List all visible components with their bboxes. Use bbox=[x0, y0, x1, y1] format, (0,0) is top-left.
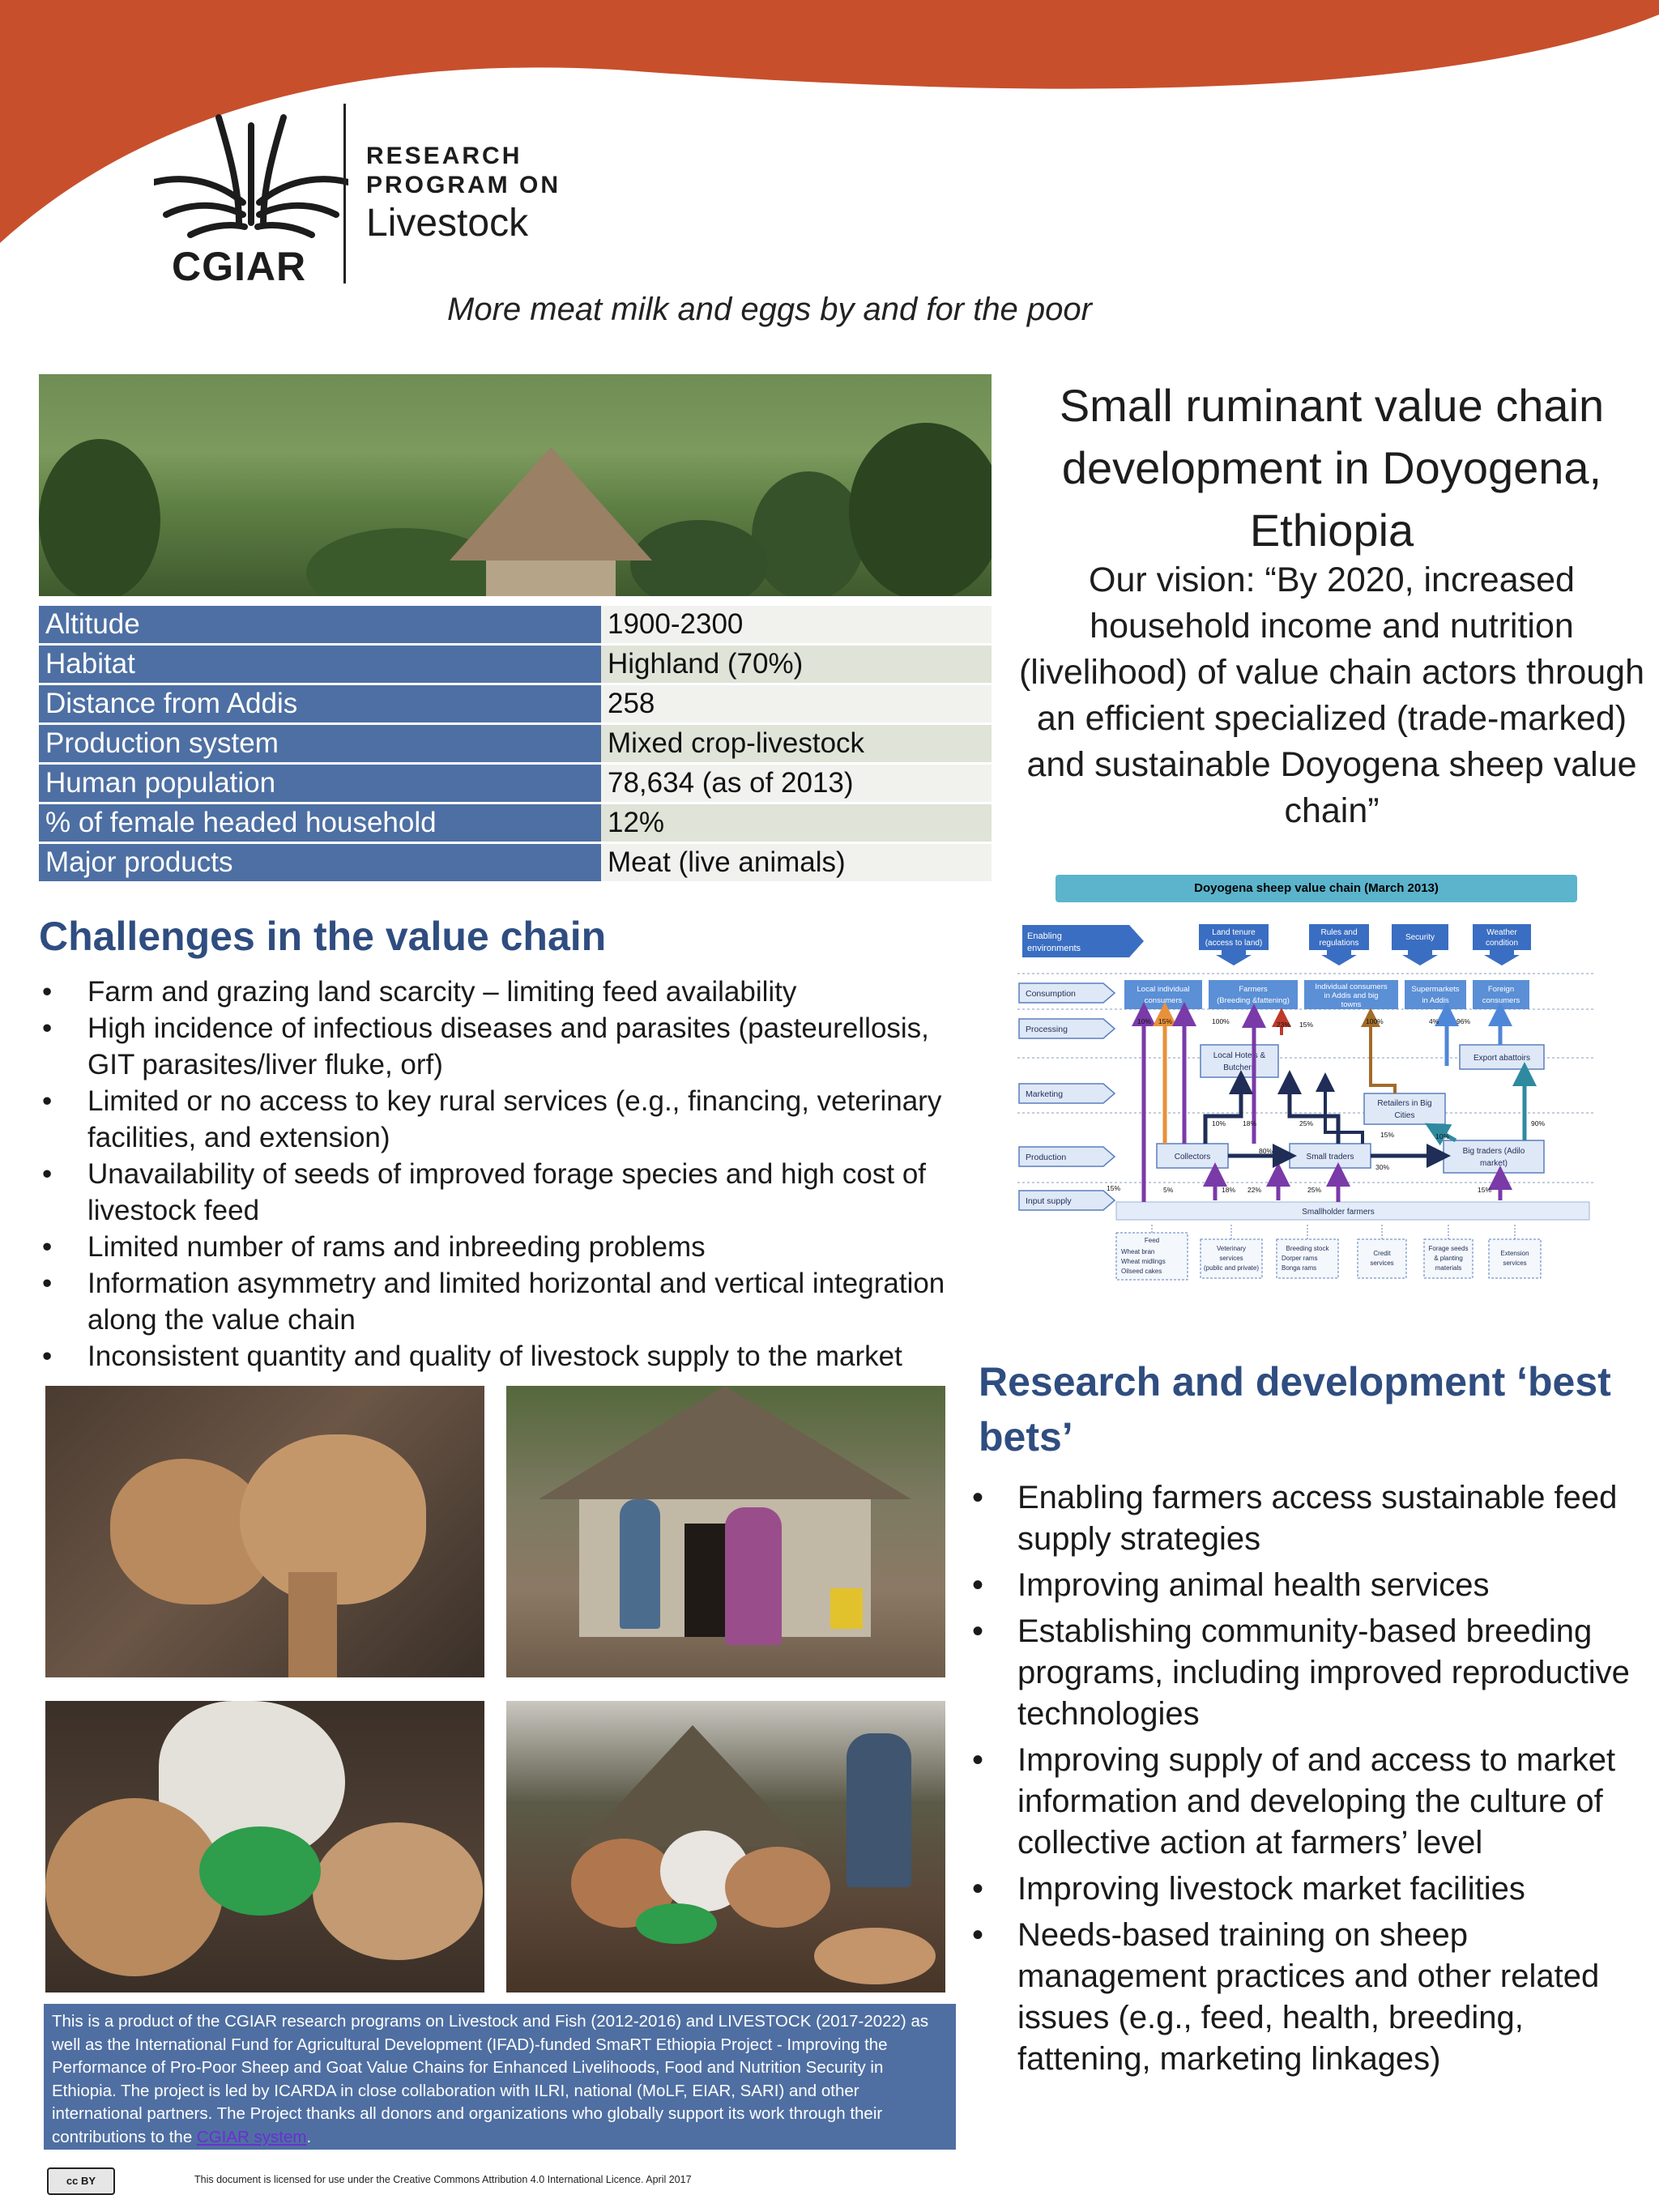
big-traders-2: market) bbox=[1480, 1159, 1508, 1168]
pct: 10% bbox=[1212, 1119, 1226, 1127]
feed-item: Wheat bran bbox=[1121, 1248, 1155, 1255]
best-bets-heading: Research and development ‘best bets’ bbox=[979, 1359, 1611, 1460]
acknowledgement-box bbox=[44, 2004, 956, 2150]
consumer-local-2: consumers bbox=[1144, 996, 1183, 1005]
table-row: Distance from Addis 258 bbox=[39, 685, 992, 722]
collectors: Collectors bbox=[1174, 1153, 1211, 1161]
breeding-title: Breeding stock bbox=[1286, 1245, 1329, 1252]
row-marketing: Marketing bbox=[1026, 1089, 1064, 1099]
enabling-weather-2: condition bbox=[1485, 939, 1519, 948]
pct: 15% bbox=[1380, 1131, 1395, 1139]
list-item: • Establishing community-based breeding programs, including improved reproductive technologies bbox=[970, 1611, 1635, 1735]
retailers-2: Cities bbox=[1394, 1111, 1415, 1120]
feed-item: Oilseed cakes bbox=[1121, 1268, 1162, 1275]
challenges-list bbox=[39, 974, 979, 1375]
forage-1: Forage seeds bbox=[1428, 1245, 1469, 1252]
list-item: • Inconsistent quantity and quality of livestock supply to the market bbox=[39, 1338, 979, 1375]
table-row: Major products Meat (live animals) bbox=[39, 844, 992, 881]
list-item: • Information asymmetry and limited horizontal and vertical integration along the value chain bbox=[39, 1265, 979, 1338]
row-input-supply: Input supply bbox=[1026, 1196, 1072, 1206]
table-row: Habitat Highland (70%) bbox=[39, 646, 992, 683]
table-row: Production system Mixed crop-livestock bbox=[39, 725, 992, 762]
breeding-item: Bonga rams bbox=[1282, 1264, 1317, 1272]
enabling-security: Security bbox=[1405, 933, 1435, 942]
pct: 18% bbox=[1222, 1186, 1236, 1194]
pct: 25% bbox=[1299, 1119, 1314, 1127]
enabling-label-2: environments bbox=[1027, 944, 1081, 953]
list-item: • Improving livestock market facilities bbox=[970, 1869, 1635, 1910]
enabling-weather-1: Weather bbox=[1486, 928, 1517, 937]
table-row: Human population 78,634 (as of 2013) bbox=[39, 765, 992, 802]
best-bets-list bbox=[970, 1477, 1635, 2085]
enabling-rules-1: Rules and bbox=[1320, 928, 1358, 937]
consumer-farmers-1: Farmers bbox=[1239, 985, 1268, 994]
table-row: % of female headed household 12% bbox=[39, 804, 992, 842]
retailers-1: Retailers in Big bbox=[1377, 1099, 1432, 1108]
enabling-label-1: Enabling bbox=[1027, 931, 1062, 941]
extension-2: services bbox=[1503, 1259, 1527, 1267]
diagram-title: Doyogena sheep value chain (March 2013) bbox=[1056, 875, 1577, 902]
pct: 18% bbox=[1243, 1119, 1257, 1127]
pct: 96% bbox=[1456, 1017, 1471, 1025]
list-item: • Improving animal health services bbox=[970, 1565, 1635, 1606]
cc-license-icon[interactable]: cc BY bbox=[47, 2167, 115, 2195]
family-hut-photo bbox=[506, 1386, 945, 1677]
row-processing: Processing bbox=[1026, 1025, 1068, 1034]
pct: 25% bbox=[1307, 1186, 1322, 1194]
vet-3: (public and private) bbox=[1203, 1264, 1260, 1272]
acknowledgement-text: This is a product of the CGIAR research programs on Livestock and Fish (2012-2016) and LIVESTOCK (2017-2022) as well as the International Fund for Agricultural Development (IFAD)-funded SmaRT Ethiopia Project - Improving the Performance of Pro-Poor Sheep and Goat Value Chains for Enhanced Livelihoods, Food and Nutrition Security in Ethiopia. The project is led by ICARDA in close collaboration with ILRI, national (MoLF, EIAR, SARI) and other international partners. The Project thanks all donors and organizations who globally support its work through their contributions to the bbox=[52, 2012, 929, 2146]
credit-1: Credit bbox=[1373, 1250, 1391, 1257]
extension-1: Extension bbox=[1500, 1250, 1529, 1257]
pct: 5% bbox=[1163, 1186, 1174, 1194]
consumer-addis-3: towns bbox=[1341, 1000, 1362, 1009]
pct: 100% bbox=[1366, 1017, 1384, 1025]
pct: 80% bbox=[1259, 1147, 1273, 1155]
feed-title: Feed bbox=[1144, 1237, 1160, 1244]
consumer-foreign-1: Foreign bbox=[1487, 985, 1515, 994]
poster-title: Small ruminant value chain development in Doyogena, Ethiopia bbox=[1059, 380, 1605, 556]
list-item: • Limited or no access to key rural services (e.g., financing, veterinary facilities, and extension) bbox=[39, 1083, 979, 1156]
small-traders: Small traders bbox=[1306, 1153, 1354, 1161]
tagline: More meat milk and eggs by and for the poor bbox=[447, 292, 1092, 327]
pct: 30% bbox=[1375, 1163, 1390, 1171]
pct: 15% bbox=[1107, 1184, 1121, 1192]
feed-item: Wheat midlings bbox=[1121, 1258, 1166, 1265]
row-consumption: Consumption bbox=[1026, 989, 1076, 999]
enabling-land-1: Land tenure bbox=[1212, 928, 1256, 937]
consumer-farmers-2: (Breeding &fattening) bbox=[1217, 996, 1290, 1005]
list-item: • Farm and grazing land scarcity – limiting feed availability bbox=[39, 974, 979, 1010]
acknowledgement-end: . bbox=[306, 2127, 312, 2146]
consumer-supermarkets-2: in Addis bbox=[1422, 996, 1449, 1005]
pct: 90% bbox=[1531, 1119, 1546, 1127]
enabling-rules-2: regulations bbox=[1319, 939, 1359, 948]
forage-3: materials bbox=[1435, 1264, 1462, 1272]
cgiar-wordmark: CGIAR bbox=[172, 244, 307, 289]
vet-2: services bbox=[1219, 1255, 1243, 1262]
consumer-local-1: Local individual bbox=[1137, 985, 1190, 994]
pct: 15% bbox=[1478, 1186, 1492, 1194]
list-item: • Unavailability of seeds of improved forage species and high cost of livestock feed bbox=[39, 1156, 979, 1229]
breeding-item: Dorper rams bbox=[1282, 1255, 1318, 1262]
consumer-addis-2: in Addis and big bbox=[1324, 991, 1379, 1000]
list-item: • Improving supply of and access to market information and developing the culture of collective action at farmers’ level bbox=[970, 1740, 1635, 1864]
pct: 22% bbox=[1247, 1186, 1262, 1194]
logo-divider bbox=[343, 104, 346, 283]
pct: 4% bbox=[1429, 1017, 1439, 1025]
smallholder-farmers: Smallholder farmers bbox=[1302, 1208, 1375, 1217]
vision-statement: Our vision: “By 2020, increased household income and nutrition (livelihood) of value chain actors through an efficient specialized (trade-marked) and sustainable Doyogena sheep value chain” bbox=[1018, 560, 1645, 830]
logo-research-text: RESEARCH bbox=[366, 143, 522, 169]
list-item: • Limited number of rams and inbreeding problems bbox=[39, 1229, 979, 1265]
pct: 15% bbox=[1299, 1021, 1314, 1029]
forage-2: & planting bbox=[1434, 1255, 1463, 1262]
pct: 10% bbox=[1435, 1132, 1450, 1140]
license-text: This document is licensed for use under the Creative Commons Attribution 4.0 International Licence. April 2017 bbox=[194, 2174, 692, 2185]
enabling-land-2: (access to land) bbox=[1205, 939, 1263, 948]
export-abattoirs: Export abattoirs bbox=[1473, 1054, 1531, 1063]
hut-roof-shape bbox=[450, 447, 652, 560]
cgiar-system-link[interactable]: CGIAR system bbox=[196, 2127, 307, 2146]
list-item: • Enabling farmers access sustainable feed supply strategies bbox=[970, 1477, 1635, 1560]
big-traders-1: Big traders (Adilo bbox=[1462, 1147, 1525, 1156]
pct: 100% bbox=[1212, 1017, 1230, 1025]
consumer-foreign-2: consumers bbox=[1482, 996, 1520, 1005]
farmer-sheep-photo bbox=[506, 1701, 945, 1993]
list-item: • Needs-based training on sheep management practices and other related issues (e.g., feed, health, breeding, fattening, marketing linkages) bbox=[970, 1915, 1635, 2080]
consumer-addis-1: Individual consumers bbox=[1315, 982, 1388, 991]
list-item: • High incidence of infectious diseases and parasites (pasteurellosis, GIT parasites/liver fluke, orf) bbox=[39, 1010, 979, 1083]
value-chain-diagram bbox=[1014, 873, 1597, 1301]
site-info-table bbox=[39, 603, 992, 884]
credit-2: services bbox=[1370, 1259, 1394, 1267]
pct: 23% bbox=[1277, 1021, 1291, 1029]
table-row: Altitude 1900-2300 bbox=[39, 606, 992, 643]
logo-livestock-text: Livestock bbox=[366, 202, 529, 245]
consumer-supermarkets-1: Supermarkets bbox=[1411, 985, 1460, 994]
hotels-1: Local Hotels & bbox=[1213, 1051, 1266, 1060]
logo-program-text: PROGRAM ON bbox=[366, 172, 561, 198]
pct: 15% bbox=[1158, 1017, 1173, 1025]
sheep-feeding-photo bbox=[45, 1701, 484, 1993]
hut-wall-shape bbox=[486, 560, 616, 596]
row-production: Production bbox=[1026, 1153, 1067, 1162]
challenges-heading: Challenges in the value chain bbox=[39, 914, 607, 959]
lambs-photo bbox=[45, 1386, 484, 1677]
hotels-2: Butchers bbox=[1223, 1063, 1256, 1072]
vet-1: Veterinary bbox=[1216, 1245, 1247, 1252]
pct: 10% bbox=[1137, 1017, 1152, 1025]
